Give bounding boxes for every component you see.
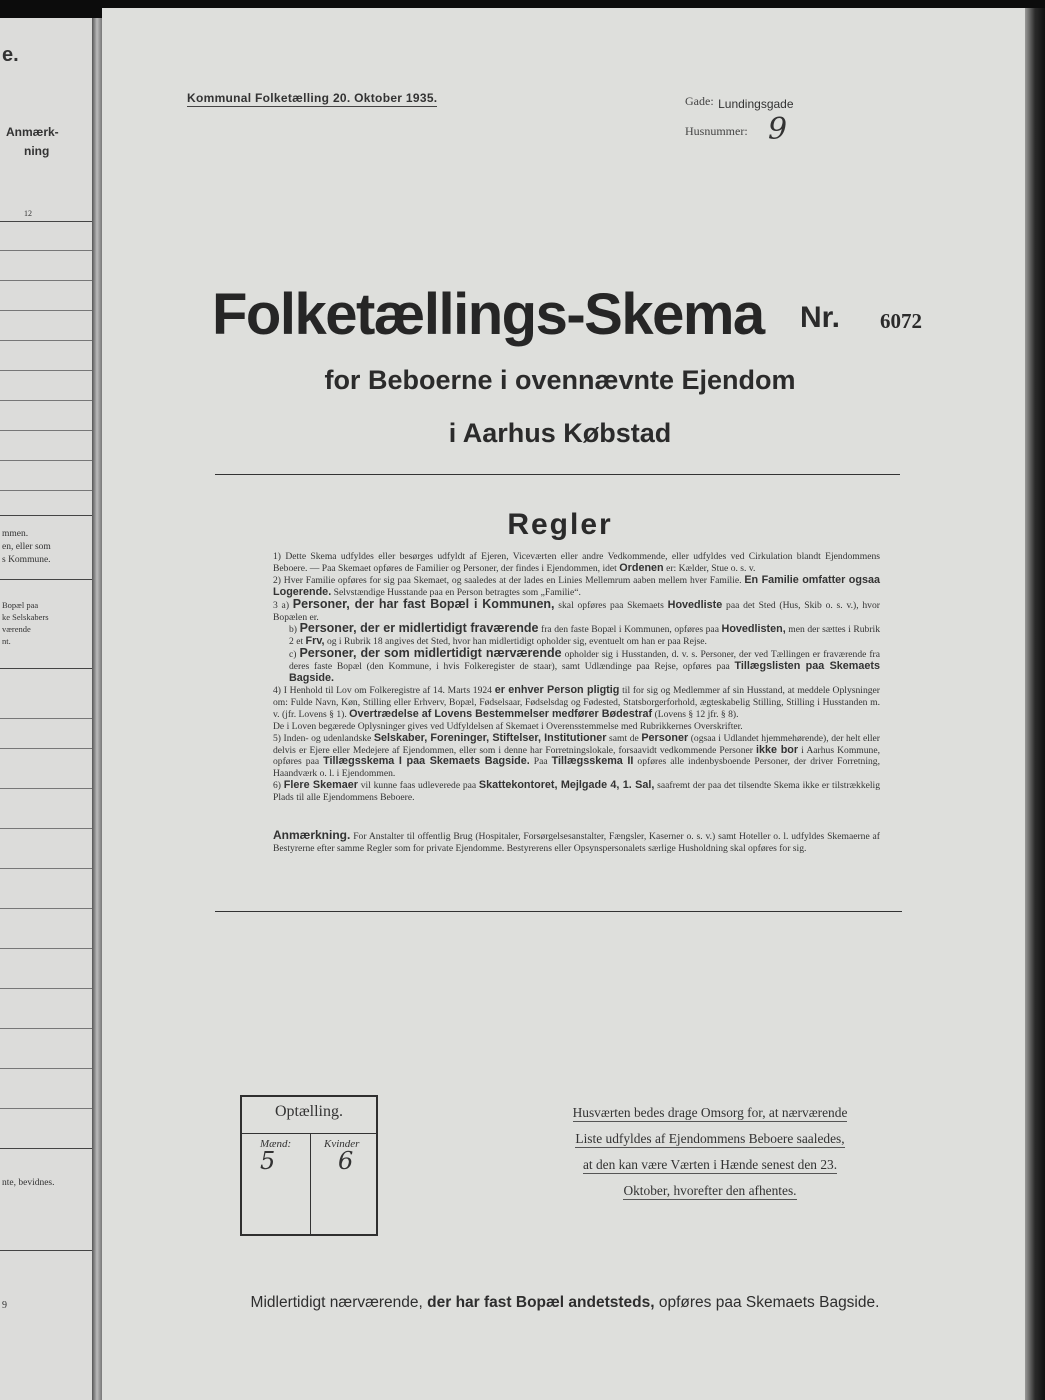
rule-3b [255,623,880,648]
form-subtitle-1: for Beboerne i ovennævnte Ejendom [324,365,796,395]
form-title: Folketællings-Skema [212,282,764,347]
rule-3c-num: c) [289,649,297,661]
instruction-line-2 [530,1126,890,1152]
footer-note [200,1294,930,1312]
rule-3a-tail: paa det Sted (Hus, Skib o. s. v.), hvor Bopælen er. [273,599,880,623]
count-box-column-divider [310,1133,311,1234]
form-number: 6072 [880,309,922,333]
rule-3a-bold-2: Hovedliste [667,598,723,611]
rule-2-tail: Selvstændige Husstande paa en Person betragtes som „Familie“. [333,586,581,598]
left-fragment-6: værende [2,624,31,634]
rule-6-tail: saafremt der paa det tilsendte Skema ikke er tilstrækkelig Plads til alle Ejendommens Beboere. [273,780,881,804]
gade-label: Gade: [685,94,714,108]
rule-5-bold-5: Tillægsskema II [551,755,634,768]
rule-5-text-5: Paa [533,756,548,768]
rule-3b-text: fra den faste Bopæl i Kommunen, opføres paa [541,624,719,636]
rule-1-bold: Ordenen [619,561,664,574]
rule-4-text: 4) I Henhold til Lov om Folkeregistre af 14. Marts 1924 [273,684,492,696]
count-box-divider [242,1133,376,1134]
rule-3a [255,596,880,624]
rule-6-text: vil kunne faas udleverede paa [360,780,477,792]
rule-3a-bold: Personer, der har fast Bopæl i Kommunen, [292,596,555,611]
rule-3b-text-2: men der sættes i Rubrik 2 et [289,624,881,648]
rule-3a-text: skal opføres paa Skemaets [558,599,664,611]
rules-heading: Regler [507,508,613,541]
rule-6-num: 6) [273,780,281,792]
footer-part-3: opføres paa Skemaets Bagside. [658,1294,880,1311]
rule-5-text: 5) Inden- og udenlandske [273,732,372,744]
rule-1-text: 1) Dette Skema udfyldes eller besørges udfyldt af Ejeren, Viceværten eller andre Vedkommende, eller udfyldes ved Cirkulation blandt Ejendommens Beboere. — Paa Skemaet opføres de Familier og Personer, der findes i Ejendommen, idet [273,551,880,574]
rule-3b-bold: Personer, der er midlertidigt fraværende [299,621,539,636]
landlord-instruction [530,1100,890,1204]
page-edge-shadow [1025,8,1045,1400]
rule-1 [255,551,880,575]
rule-4-note-text: De i Loven begærede Oplysninger gives ved Udfyldelsen af Skemaet i Overensstemmelse med Rubrikkernes Overskrifter. [273,720,743,732]
rule-5-text-4: i Aarhus Kommune, opføres paa [273,744,881,768]
footer-part-2: der har fast Bopæl andetsteds, [427,1294,655,1311]
instruction-line-3 [530,1152,890,1178]
remark-label: Anmærkning. [273,828,351,843]
rule-5-text-2: samt de [609,732,639,744]
left-col-number: 12 [24,209,32,218]
rule-3c-bold-2: Tillægslisten paa Skemaets Bagside. [289,660,881,685]
rule-2-bold: En Familie omfatter ogsaa Logerende. [273,573,881,598]
rules-body [255,551,880,855]
instruction-line-3-text: at den kan være Værten i Hænde senest den 23. [582,1157,838,1172]
count-box-title: Optælling. [274,1103,343,1120]
rule-3b-num: b) [289,624,297,636]
gade-value: Lundingsgade [718,97,794,111]
rule-4-bold-2: Overtrædelse af Lovens Bestemmelser medfører Bødestraf [349,707,653,720]
instruction-line-2-text: Liste udfyldes af Ejendommens Beboere saaledes, [575,1131,845,1146]
rule-6-bold: Flere Skemaer [283,779,358,792]
kvinder-label: Kvinder [324,1138,360,1150]
footer-part-1: Midlertidigt nærværende, [250,1294,423,1311]
rule-2-text: 2) Hver Familie opføres for sig paa Skemaet, og saaledes at der lades en Linies Mellemrum aaben mellem hver Familie. [273,574,742,586]
rule-5-bold-3: ikke bor [756,743,799,756]
remark-text: For Anstalter til offentlig Brug (Hospitaler, Forsørgelsesanstalter, Fængsler, Kaserner o. s. v.) samt Hoteller o. l. udfyldes Skemaerne af Bestyrerne efter samme Regler som for private Ejendomme. Bestyrerens eller Opsynspersonalets særlige Husholdning skal opføres for sig. [273,831,880,854]
husnummer-field [685,122,748,140]
rule-3b-bold-2: Hovedlisten, [721,623,786,636]
rule-5 [255,733,880,781]
form-number-label: Nr. [800,301,841,334]
left-fragment-9: 9 [2,1300,7,1311]
form-subtitle-2: i Aarhus Købstad [448,418,672,448]
left-fragment-8: nte, bevidnes. [2,1178,55,1188]
left-title-fragment: e. [2,44,19,66]
kvinder-value: 6 [338,1147,354,1175]
rule-6-bold-2: Skattekontoret, Mejlgade 4, 1. Sal, [478,779,655,792]
rule-5-text-3: (ogsaa i Udlandet hjemmehørende), der helt eller delvis er Ejere eller Medejere af Ejendommen, eller som i denne har Forretningslokale, forsaavidt vedkommende Personer [273,732,880,756]
rule-4-tail: (Lovens § 12 jfr. § 8). [654,708,739,720]
previous-page-strip [0,18,92,1400]
rule-3b-tail: og i Rubrik 18 angives det Sted, hvor han midlertidigt opholder sig, eventuelt om han er paa Rejse. [326,636,707,648]
instruction-line-1-text: Husværten bedes drage Omsorg for, at nærværende [572,1105,848,1120]
book-binding [92,18,102,1400]
instruction-line-1 [530,1100,890,1126]
rule-3b-bold-3: Frv, [305,635,325,648]
rule-5-bold-4: Tillægsskema I paa Skemaets Bagside. [323,755,530,768]
census-title: Kommunal Folketælling 20. Oktober 1935. [187,91,438,105]
rule-3c [255,648,880,685]
rule-6 [255,780,880,804]
count-box [240,1095,378,1236]
maend-label: Mænd: [260,1138,292,1150]
husnummer-label: Husnummer: [685,124,748,138]
divider-bottom [215,911,902,912]
maend-value: 5 [260,1147,276,1175]
instruction-line-4-text: Oktober, hvorefter den afhentes. [623,1183,797,1198]
rule-3c-bold: Personer, der som midlertidigt nærværende [299,646,562,661]
left-col-header: Anmærk- [6,125,59,139]
remark [255,830,880,855]
left-fragment-2: en, eller som [2,542,51,552]
rule-5-bold-2: Personer [641,731,689,744]
rule-4-bold: er enhver Person pligtig [494,683,620,696]
left-fragment-5: ke Selskabers [2,612,49,622]
rule-3a-num: 3 a) [273,599,290,611]
rule-4 [255,685,880,721]
left-fragment-4: Bopæl paa [2,600,39,610]
left-fragment-7: nt. [2,636,11,646]
rule-2 [255,575,880,599]
gade-field [685,92,794,110]
rule-5-tail: opføres alle indenbysboende Personer, der driver Forretning, Haandværk o. l. i Ejendommen. [273,756,881,780]
rule-1-tail: er: Kælder, Stue o. s. v. [666,562,756,574]
rule-3c-text: opholder sig i Husstanden, d. v. s. Personer, der ved Tællingen er fraværende fra deres faste Bopæl (den Kommune, i hvis Folkeregister de staar), samt Udlændinge paa Rejse, opføres paa [289,649,881,673]
divider-top [215,474,900,475]
husnummer-value: 9 [768,112,788,147]
left-fragment-3: s Kommune. [2,555,51,565]
rule-4-text-2: til for sig og Medlemmer af sin Husstand, at meddele Oplysninger om: Fulde Navn, Køn, Stilling eller Erhverv, Bopæl, Fødselsaar, Fødselsdag og Fødested, Statsborgerforhold, ægteskabelig Stilling, Stilling i Husstanden m. v. (jfr. Lovens § 1). [273,684,880,720]
rule-5-bold: Selskaber, Foreninger, Stiftelser, Institutioner [373,731,607,744]
left-col-header-2: ning [24,144,50,158]
left-fragment-1: mmen. [2,529,29,539]
instruction-line-4 [530,1178,890,1204]
